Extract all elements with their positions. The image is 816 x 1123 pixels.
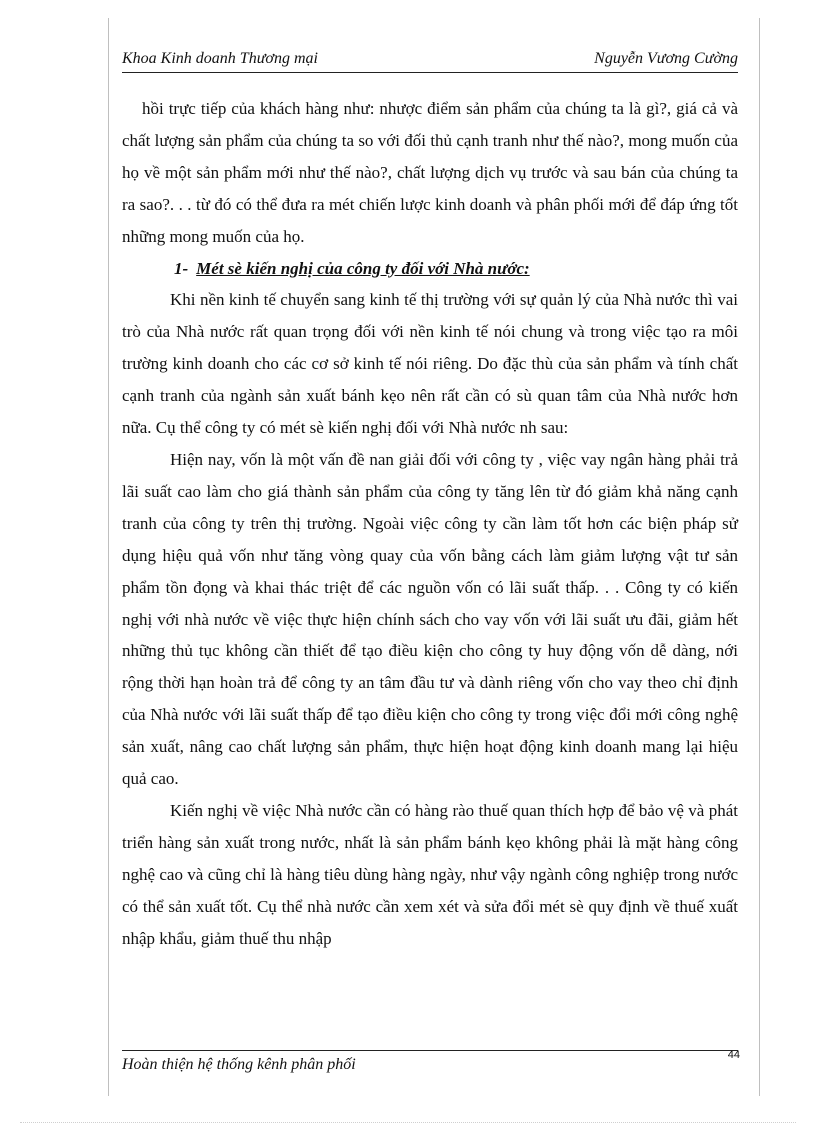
paragraph-intro: hồi trực tiếp của khách hàng như: nhược điểm sản phẩm của chúng ta là gì?, giá cả và chất lượng sản phẩm của chúng ta so với đối thủ cạnh tranh như thế nào?, mong muốn của họ về một sản phẩm mới như thế nào?, chất lượng dịch vụ trước và sau bán của chúng ta ra sao?. . . từ đó có thể đưa ra mét chiến lược kinh doanh và phân phối mới để đáp ứng tốt những mong muốn của họ.	[122, 99, 738, 246]
page-number: 44	[727, 1049, 740, 1061]
page-header	[122, 50, 738, 73]
paragraph-2: Hiện nay, vốn là một vấn đề nan giải đối với công ty , việc vay ngân hàng phải trả lãi suất cao làm cho giá thành sản phẩm của công ty tăng lên từ đó giảm khả năng cạnh tranh của công ty trên thị trường. Ngoài việc công ty cần làm tốt hơn các biện pháp sử dụng hiệu quả vốn như tăng vòng quay của vốn bằng cách làm giảm lượng vật tư sản phẩm tồn đọng và khai thác triệt để các nguồn vốn có lãi suất thấp. . . Công ty có kiến nghị với nhà nước về việc thực hiện chính sách cho vay vốn với lãi suất ưu đãi, giảm hết những thủ tục không cần thiết để tạo điều kiện cho công ty huy động vốn dễ dàng, nới rộng thời hạn hoàn trả để công ty an tâm đầu tư và dành riêng vốn cho vay theo chỉ định của Nhà nước với lãi suất thấp để tạo điều kiện cho công ty trong việc đổi mới công nghệ sản xuất, nâng cao chất lượng sản phẩm, thực hiện hoạt động kinh doanh mang lại hiệu quả cao.	[122, 449, 738, 789]
paragraph-3: Kiến nghị về việc Nhà nước cần có hàng rào thuế quan thích hợp để bảo vệ và phát triển hàng sản xuất trong nước, nhất là sản phẩm bánh kẹo không phải là mặt hàng công nghệ cao và cũng chỉ là hàng tiêu dùng hàng ngày, như vậy ngành công nghiệp trong nước có thể sản xuất tốt. Cụ thể nhà nước cần xem xét và sửa đổi mét sè quy định về thuế xuất nhập khẩu, giảm thuế thu nhập	[122, 800, 738, 948]
section-number: 1-	[174, 258, 189, 278]
header-author: Nguyễn Vương Cường	[594, 50, 738, 67]
page-body	[122, 93, 738, 954]
page-footer	[122, 1050, 738, 1075]
header-faculty: Khoa Kinh doanh Thương mại	[122, 50, 318, 67]
section-heading	[122, 253, 738, 285]
paragraph-1: Khi nền kinh tế chuyển sang kinh tế thị trường với sự quản lý của Nhà nước thì vai trò của Nhà nước rất quan trọng đối với nền kinh tế nói chung và trong việc tạo ra môi trường kinh doanh cho các cơ sở kinh tế nói riêng. Do đặc thù của sản phẩm và tính chất cạnh tranh của ngành sản xuất bánh kẹo nên rất cần có sù quan tâm của Nhà nước hơn nữa. Cụ thể công ty có mét sè kiến nghị đối với Nhà nước nh sau:	[122, 290, 738, 438]
footer-document-title: Hoàn thiện hệ thống kênh phân phối	[122, 1056, 356, 1073]
section-title: Mét sè kiến nghị của công ty đối với Nhà nước:	[196, 258, 530, 278]
